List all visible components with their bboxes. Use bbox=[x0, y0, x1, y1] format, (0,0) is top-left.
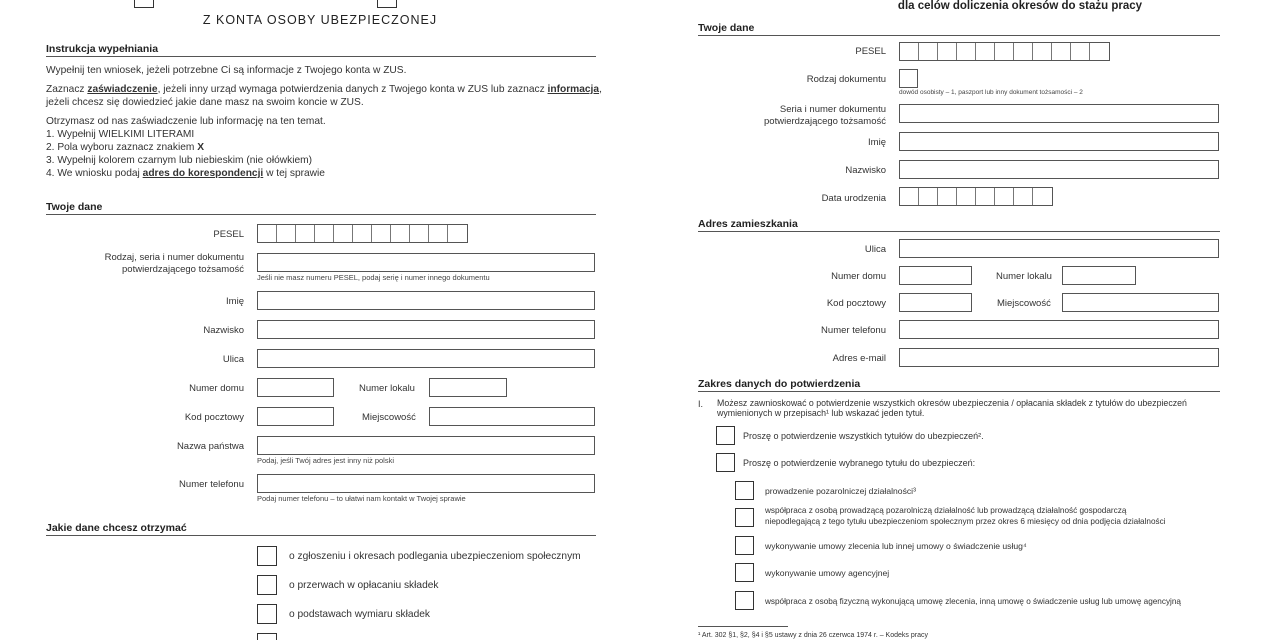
email-input[interactable] bbox=[899, 348, 1219, 367]
your-data-heading: Twoje dane bbox=[698, 22, 755, 34]
postal-code-label: Kod pocztowy bbox=[184, 412, 244, 423]
title-option-label: wykonywanie umowy agencyjnej bbox=[765, 568, 890, 578]
zaswiadczenie-checkbox[interactable] bbox=[134, 0, 154, 8]
footnote-divider bbox=[698, 626, 788, 627]
document-number-label: potwierdzającego tożsamość bbox=[764, 116, 886, 127]
scope-heading: Zakres danych do potwierdzenia bbox=[698, 378, 861, 390]
document-type-label: Rodzaj dokumentu bbox=[806, 74, 886, 85]
document-type-hint: dowód osobisty – 1, paszport lub inny dokument tożsamości – 2 bbox=[899, 89, 1083, 96]
instruction-text: Otrzymasz od nas zaświadczenie lub informację na ten temat. bbox=[46, 116, 326, 127]
scope-text: Możesz zawnioskować o potwierdzenie wszystkich okresów ubezpieczenia / opłacania składek z tytułów do ubezpieczeń bbox=[717, 398, 1187, 408]
option-checkbox[interactable] bbox=[257, 546, 277, 566]
option-checkbox[interactable] bbox=[257, 604, 277, 624]
divider bbox=[46, 214, 596, 215]
city-input[interactable] bbox=[429, 407, 595, 426]
street-label: Ulica bbox=[222, 354, 244, 365]
country-label: Nazwa państwa bbox=[176, 441, 244, 452]
option-label: o podstawach wymiaru składek bbox=[289, 609, 430, 620]
selected-title-checkbox[interactable] bbox=[716, 453, 735, 472]
pesel-label: PESEL bbox=[855, 46, 886, 57]
first-name-input[interactable] bbox=[257, 291, 595, 310]
instruction-item: 4. We wniosku podaj adres do korespondencji w tej sprawie bbox=[46, 168, 325, 179]
informacja-checkbox[interactable] bbox=[377, 0, 397, 8]
house-number-input[interactable] bbox=[899, 266, 972, 285]
last-name-label: Nazwisko bbox=[203, 325, 244, 336]
all-titles-label: Proszę o potwierdzenie wszystkich tytułów do ubezpieczeń². bbox=[743, 431, 984, 441]
option-label: o przerwach w opłacaniu składek bbox=[289, 580, 439, 591]
title-option-label: współpraca z osobą fizyczną wykonującą umowę zlecenia, inną umowę o świadczenie usług lub umowę agencyjną bbox=[765, 597, 1181, 606]
city-input[interactable] bbox=[1062, 293, 1219, 312]
divider bbox=[698, 391, 1220, 392]
title-option-checkbox[interactable] bbox=[735, 508, 754, 527]
document-label: potwierdzającego tożsamość bbox=[122, 264, 244, 275]
pesel-input[interactable] bbox=[257, 224, 468, 243]
last-name-label: Nazwisko bbox=[845, 165, 886, 176]
option-checkbox[interactable] bbox=[257, 575, 277, 595]
phone-label: Numer telefonu bbox=[179, 479, 244, 490]
pesel-label: PESEL bbox=[213, 229, 244, 240]
instruction-text: Zaznacz zaświadczenie, jeżeli inny urząd wymaga potwierdzenia danych z Twojego konta w ZUS lub zaznacz informacja, bbox=[46, 84, 602, 95]
city-label: Miejscowość bbox=[362, 412, 416, 423]
street-input[interactable] bbox=[899, 239, 1219, 258]
title-option-label: wykonywanie umowy zlecenia lub innej umowy o świadczenie usług⁴ bbox=[765, 541, 1027, 551]
birth-date-input[interactable] bbox=[899, 187, 1053, 206]
first-name-label: Imię bbox=[868, 137, 886, 148]
title-option-checkbox[interactable] bbox=[735, 591, 754, 610]
instruction-text: Wypełnij ten wniosek, jeżeli potrzebne Ci są informacje z Twojego konta w ZUS. bbox=[46, 65, 407, 76]
title-option-label: niepodlegającą z tego tytułu ubezpieczeniom społecznym przez okres 6 miesięcy od dnia podjęcia działalności bbox=[765, 517, 1166, 526]
phone-label: Numer telefonu bbox=[821, 325, 886, 336]
footnote: ¹ Art. 302 §1, §2, §4 i §5 ustawy z dnia 26 czerwca 1974 r. – Kodeks pracy bbox=[698, 632, 928, 639]
divider bbox=[46, 535, 596, 536]
document-hint: Jeśli nie masz numeru PESEL, podaj serię i numer innego dokumentu bbox=[257, 273, 490, 282]
title-option-checkbox[interactable] bbox=[735, 481, 754, 500]
title-option-label: prowadzenie pozarolniczej działalności³ bbox=[765, 486, 916, 496]
form-title: dla celów doliczenia okresów do stażu pracy bbox=[897, 0, 1143, 12]
instruction-text: jeżeli chcesz się dowiedzieć jakie dane masz na swoim koncie w ZUS. bbox=[46, 97, 364, 108]
street-label: Ulica bbox=[864, 244, 886, 255]
option-checkbox[interactable] bbox=[257, 633, 277, 640]
apartment-number-label: Numer lokalu bbox=[996, 271, 1052, 282]
address-heading: Adres zamieszkania bbox=[698, 218, 798, 230]
house-number-label: Numer domu bbox=[189, 383, 244, 394]
scope-text: wymienionych w przepisach¹ lub wskazać jeden tytuł. bbox=[717, 408, 925, 418]
apartment-number-input[interactable] bbox=[429, 378, 507, 397]
postal-code-input[interactable] bbox=[257, 407, 334, 426]
title-option-label: współpraca z osobą prowadzącą pozarolniczą działalność lub prowadzącą działalność gospodarczą bbox=[765, 506, 1127, 515]
first-name-label: Imię bbox=[226, 296, 244, 307]
title-option-checkbox[interactable] bbox=[735, 563, 754, 582]
your-data-heading: Twoje dane bbox=[46, 201, 103, 213]
title-option-checkbox[interactable] bbox=[735, 536, 754, 555]
last-name-input[interactable] bbox=[899, 160, 1219, 179]
pesel-input[interactable] bbox=[899, 42, 1110, 61]
all-titles-checkbox[interactable] bbox=[716, 426, 735, 445]
document-number-input[interactable] bbox=[899, 104, 1219, 123]
instruction-item: 3. Wypełnij kolorem czarnym lub niebieskim (nie ołówkiem) bbox=[46, 155, 313, 166]
selected-title-label: Proszę o potwierdzenie wybranego tytułu do ubezpieczeń: bbox=[743, 458, 976, 468]
right-form-page bbox=[640, 0, 1280, 640]
birth-date-label: Data urodzenia bbox=[821, 193, 886, 204]
country-input[interactable] bbox=[257, 436, 595, 455]
postal-code-input[interactable] bbox=[899, 293, 972, 312]
divider bbox=[698, 231, 1220, 232]
instruction-item: 2. Pola wyboru zaznacz znakiem X bbox=[46, 142, 204, 153]
last-name-input[interactable] bbox=[257, 320, 595, 339]
street-input[interactable] bbox=[257, 349, 595, 368]
phone-input[interactable] bbox=[899, 320, 1219, 339]
apartment-number-label: Numer lokalu bbox=[359, 383, 415, 394]
form-title: Z KONTA OSOBY UBEZPIECZONEJ bbox=[202, 13, 438, 27]
apartment-number-input[interactable] bbox=[1062, 266, 1136, 285]
document-label: Rodzaj, seria i numer dokumentu bbox=[104, 252, 244, 263]
document-input[interactable] bbox=[257, 253, 595, 272]
email-label: Adres e-mail bbox=[832, 353, 886, 364]
option-label: o zgłoszeniu i okresach podlegania ubezpieczeniom społecznym bbox=[289, 551, 581, 562]
first-name-input[interactable] bbox=[899, 132, 1219, 151]
house-number-input[interactable] bbox=[257, 378, 334, 397]
city-label: Miejscowość bbox=[997, 298, 1051, 309]
phone-input[interactable] bbox=[257, 474, 595, 493]
country-hint: Podaj, jeśli Twój adres jest inny niż polski bbox=[257, 456, 395, 465]
house-number-label: Numer domu bbox=[831, 271, 886, 282]
requested-data-heading: Jakie dane chcesz otrzymać bbox=[46, 522, 187, 534]
instruction-heading: Instrukcja wypełniania bbox=[46, 43, 159, 55]
scope-number: I. bbox=[698, 399, 704, 409]
document-number-label: Seria i numer dokumentu bbox=[779, 104, 886, 115]
divider bbox=[698, 35, 1220, 36]
postal-code-label: Kod pocztowy bbox=[826, 298, 886, 309]
phone-hint: Podaj numer telefonu – to ułatwi nam kontakt w Twojej sprawie bbox=[257, 494, 466, 503]
divider bbox=[46, 56, 596, 57]
document-type-input[interactable] bbox=[899, 69, 918, 88]
instruction-item: 1. Wypełnij WIELKIMI LITERAMI bbox=[46, 129, 195, 140]
